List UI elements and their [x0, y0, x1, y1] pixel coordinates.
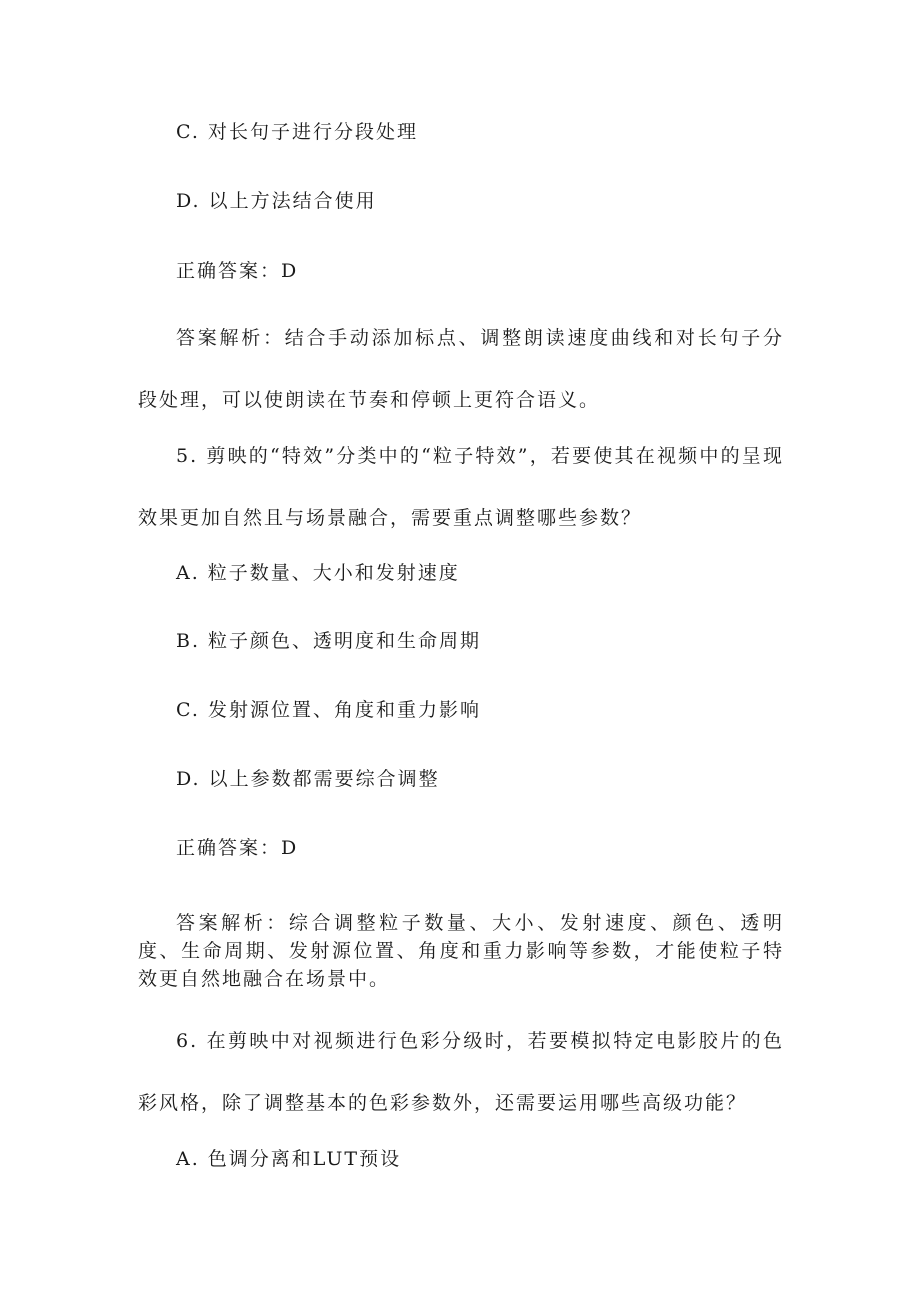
q5-option-a: A. 粒子数量、大小和发射速度	[176, 562, 460, 584]
q5-option-b: B. 粒子颜色、透明度和生命周期	[176, 630, 482, 652]
q6-option-a: A. 色调分离和LUT预设	[176, 1148, 402, 1170]
q5-option-d: D. 以上参数都需要综合调整	[176, 768, 440, 790]
q4-explanation: 答案解析：结合手动添加标点、调整朗读速度曲线和对长句子分段处理，可以使朗读在节奏和停顿上更符合语义。	[138, 327, 784, 411]
q5-explanation: 答案解析：综合调整粒子数量、大小、发射速度、颜色、透明度、生命周期、发射源位置、角度和重力影响等参数，才能使粒子特效更自然地融合在场景中。	[138, 912, 784, 990]
q5-answer: 正确答案：D	[176, 837, 299, 859]
q4-option-c: C. 对长句子进行分段处理	[176, 121, 418, 143]
q5-option-c: C. 发射源位置、角度和重力影响	[176, 699, 481, 721]
q5-question: 5. 剪映的“特效”分类中的“粒子特效”，若要使其在视频中的呈现效果更加自然且与场景融合，需要重点调整哪些参数？	[138, 445, 784, 529]
q6-question: 6. 在剪映中对视频进行色彩分级时，若要模拟特定电影胶片的色彩风格，除了调整基本的色彩参数外，还需要运用哪些高级功能？	[138, 1030, 784, 1114]
q4-answer: 正确答案：D	[176, 260, 299, 282]
q4-option-d: D. 以上方法结合使用	[176, 190, 377, 212]
